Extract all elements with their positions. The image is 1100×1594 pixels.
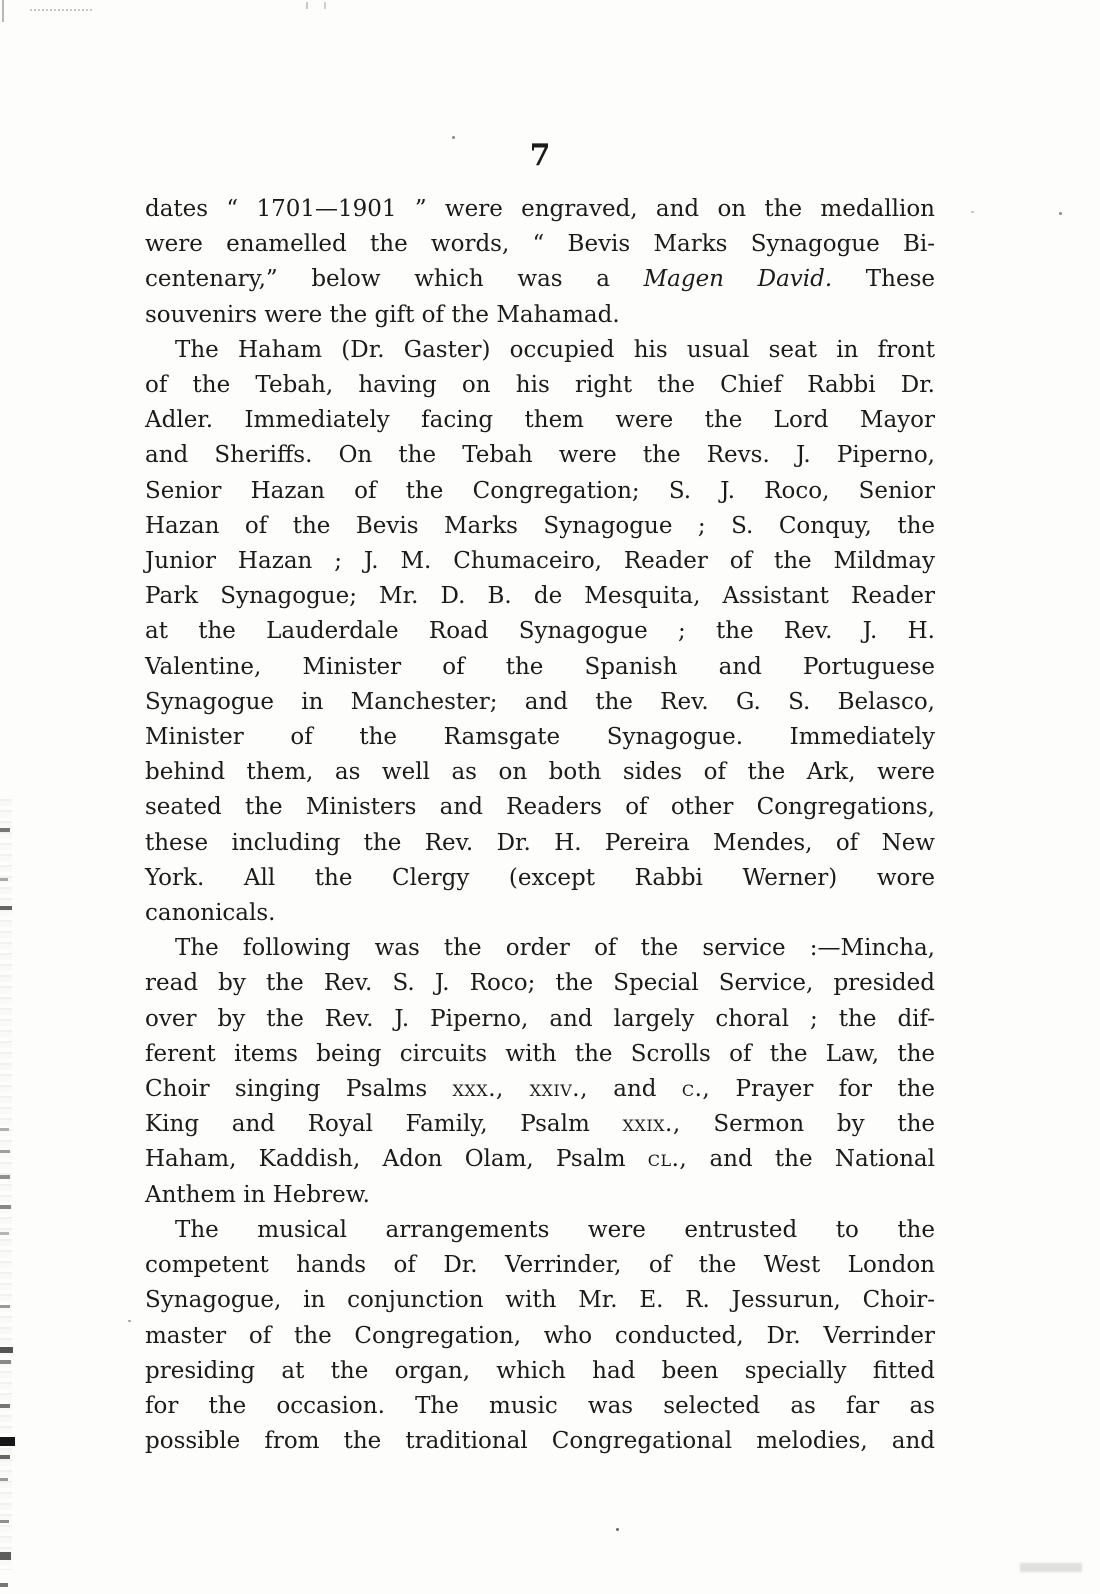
text-segment: souvenirs were the gift of the Mahamad. [145, 301, 620, 328]
text-line [145, 861, 935, 896]
text-line [145, 1213, 935, 1248]
scan-mark-top-left-tick [2, 0, 4, 22]
text-segment: The Haham (Dr. Gaster) occupied his usual seat in front [175, 336, 935, 363]
scan-binding-mark [0, 1305, 10, 1308]
text-segment: and [587, 1076, 682, 1103]
scan-smudge-bottom-right [1020, 1563, 1082, 1572]
text-line [145, 1107, 935, 1142]
text-segment: at the Lauderdale Road Synagogue ; the Rev. J. H. [145, 618, 935, 645]
text-line [145, 1248, 935, 1283]
scan-binding-mark [0, 1128, 9, 1131]
text-segment: over by the Rev. J. Piperno, and largely choral ; the dif- [145, 1005, 935, 1032]
text-segment: read by the Rev. S. J. Roco; the Special Service, presided [145, 970, 935, 997]
smallcaps-text-segment: cl., [647, 1146, 688, 1173]
text-segment: Hazan of the Bevis Marks Synagogue ; S. Conquy, the [145, 512, 935, 539]
scan-mark-top-tick-b [324, 2, 326, 9]
scan-binding-mark [0, 828, 10, 832]
text-segment: for the occasion. The music was selected as far as [145, 1392, 935, 1419]
smallcaps-text-segment: c., [681, 1076, 711, 1103]
text-line [145, 650, 935, 685]
text-segment: seated the Ministers and Readers of other Congregations, [145, 794, 935, 821]
smallcaps-text-segment: xxix., [622, 1111, 681, 1138]
text-line [145, 896, 935, 931]
text-line [145, 544, 935, 579]
text-segment: York. All the Clergy (except Rabbi Werner) wore [145, 864, 935, 891]
scan-mark-top-tick-a [306, 2, 308, 9]
scan-binding-edge-strip [0, 795, 12, 1570]
text-segment: Synagogue, in conjunction with Mr. E. R. Jessurun, Choir- [145, 1287, 935, 1314]
text-segment: and Sheriffs. On the Tebah were the Revs. J. Piperno, [145, 442, 935, 469]
text-line [145, 333, 935, 368]
scan-speck-2 [971, 211, 974, 213]
text-segment: of the Tebah, having on his right the Chief Rabbi Dr. [145, 372, 935, 399]
text-segment: The following was the order of the service :—Mincha, [175, 935, 935, 962]
text-line [145, 720, 935, 755]
scan-binding-mark [0, 1360, 11, 1364]
text-line [145, 192, 935, 227]
text-line [145, 1072, 935, 1107]
scan-binding-mark [0, 1552, 11, 1560]
scan-binding-mark [0, 1175, 10, 1179]
text-segment: Junior Hazan ; J. M. Chumaceiro, Reader of the Mildmay [145, 548, 935, 575]
text-segment: centenary,” below which was a [145, 266, 644, 293]
scan-binding-mark [0, 1437, 15, 1446]
scan-binding-mark [0, 1150, 10, 1153]
text-segment: Haham, Kaddish, Adon Olam, Psalm [145, 1146, 648, 1173]
text-segment: presiding at the organ, which had been specially fitted [145, 1357, 935, 1384]
text-segment: Senior Hazan of the Congregation; S. J. Roco, Senior [145, 477, 935, 504]
text-segment: King and Royal Family, Psalm [145, 1111, 623, 1138]
text-block [145, 192, 935, 1459]
text-segment: possible from the traditional Congregational melodies, and [145, 1428, 935, 1455]
scan-binding-mark [0, 1520, 9, 1523]
text-line [145, 1283, 935, 1318]
text-line [145, 1354, 935, 1389]
scan-speck-3 [1059, 212, 1062, 215]
text-segment: The musical arrangements were entrusted to the [175, 1216, 935, 1243]
text-line [145, 368, 935, 403]
text-segment: canonicals. [145, 900, 276, 927]
text-segment: master of the Congregation, who conducted, Dr. Verrinder [145, 1322, 935, 1349]
text-line [145, 438, 935, 473]
text-segment: These [832, 266, 935, 293]
text-line [145, 403, 935, 438]
scan-mark-top-dotted-line [30, 9, 92, 11]
text-line [145, 227, 935, 262]
scan-speck-1 [452, 136, 455, 139]
scan-speck-5 [616, 1528, 619, 1531]
text-line [145, 1002, 935, 1037]
text-line [145, 790, 935, 825]
scan-binding-mark [0, 1455, 10, 1459]
text-line [145, 1319, 935, 1354]
smallcaps-text-segment: xxx., xxiv., [452, 1076, 588, 1103]
text-segment: ferent items being circuits with the Scrolls of the Law, the [145, 1040, 935, 1067]
text-segment: these including the Rev. Dr. H. Pereira Mendes, of New [145, 829, 935, 856]
text-line [145, 1389, 935, 1424]
text-segment: competent hands of Dr. Verrinder, of the West London [145, 1252, 935, 1279]
text-segment: Choir singing Psalms [145, 1076, 453, 1103]
text-segment: and the National [687, 1146, 935, 1173]
text-line [145, 1142, 935, 1177]
text-line [145, 1178, 935, 1213]
scan-binding-mark [0, 1347, 13, 1353]
text-segment: Synagogue in Manchester; and the Rev. G. S. Belasco, [145, 688, 935, 715]
text-line [145, 755, 935, 790]
scan-binding-mark [0, 906, 12, 910]
text-segment: Adler. Immediately facing them were the Lord Mayor [145, 407, 935, 434]
italic-text-segment: Magen David. [643, 266, 833, 293]
text-line [145, 509, 935, 544]
text-segment: Minister of the Ramsgate Synagogue. Immediately [145, 724, 935, 751]
text-line [145, 931, 935, 966]
text-segment: dates “ 1701—1901 ” were engraved, and on the medallion [145, 196, 935, 222]
scan-binding-mark [0, 1583, 8, 1587]
text-line [145, 614, 935, 649]
text-segment: Sermon by the [680, 1111, 936, 1138]
text-segment: Prayer for the [710, 1076, 935, 1103]
text-segment: behind them, as well as on both sides of the Ark, were [145, 759, 935, 786]
text-segment: Valentine, Minister of the Spanish and Portuguese [145, 653, 935, 680]
text-line [145, 298, 935, 333]
text-line [145, 474, 935, 509]
text-line [145, 685, 935, 720]
scan-binding-mark [0, 1404, 10, 1408]
scan-binding-mark [0, 1478, 8, 1481]
text-segment: Anthem in Hebrew. [145, 1181, 370, 1208]
text-line [145, 1037, 935, 1072]
text-line [145, 262, 935, 297]
text-line [145, 966, 935, 1001]
text-line [145, 579, 935, 614]
text-segment: were enamelled the words, “ Bevis Marks Synagogue Bi- [145, 231, 935, 258]
text-line [145, 1424, 935, 1459]
page-number: 7 [529, 138, 551, 173]
scan-binding-mark [0, 1232, 9, 1235]
text-line [145, 826, 935, 861]
scan-binding-mark [0, 878, 8, 881]
scan-speck-4 [128, 1320, 131, 1322]
scan-binding-mark [0, 1205, 11, 1209]
text-segment: Park Synagogue; Mr. D. B. de Mesquita, Assistant Reader [145, 583, 935, 610]
